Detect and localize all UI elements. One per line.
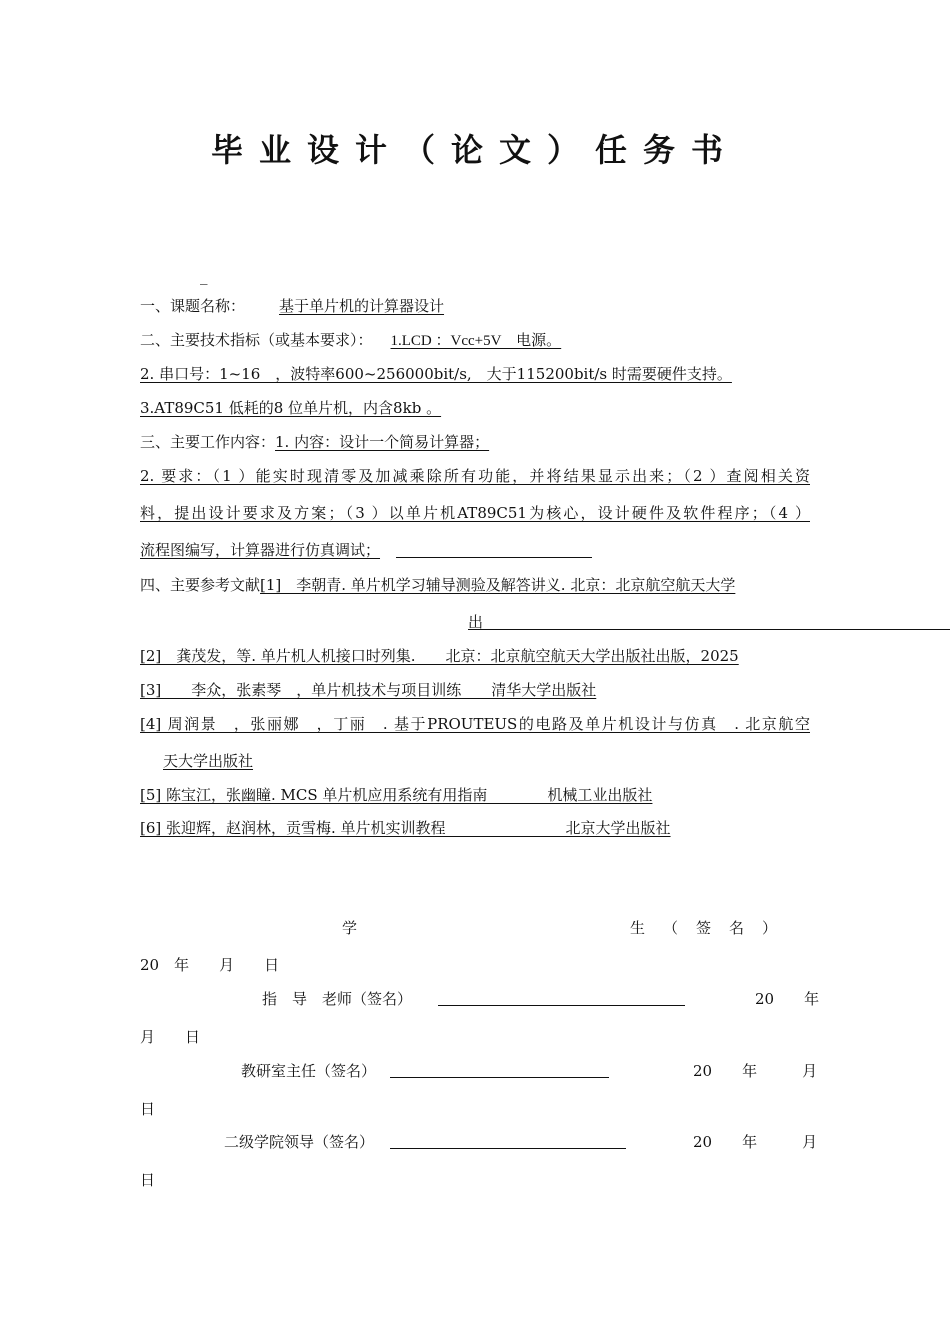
document-title: 毕业设计（论文）任务书 [210,131,739,169]
dean-sign-day: 日 [140,1171,156,1189]
ref-1-underline [468,629,950,630]
advisor-sign-date: 月 日 [140,1028,201,1046]
ref-label: 四、主要参考文献 [140,576,261,594]
dean-sign-year: 20 年 月 [693,1133,818,1151]
stray-mark: _ [200,267,208,285]
ref-1-line-2: 出 [468,613,484,631]
work-item-2-line-3: 流程图编写，计算器进行仿真调试； [140,541,381,559]
advisor-sign-year: 20 年 [755,990,820,1008]
ref-2: [2] 龚茂发，等. 单片机人机接口时列集. 北京：北京航空航天大学出版社出版，2025 [140,647,739,665]
student-sign-label: 生（签名） [630,919,796,937]
topic-label: 一、课题名称： [140,297,246,315]
ref-4-line-2: 天大学出版社 [163,752,254,770]
tech-line [140,330,567,351]
work-item-2-line-1: 2. 要求：（1 ）能实时现清零及加减乘除所有功能，并将结果显示出来；（2 ）查阅相关资 [140,467,810,485]
director-sign-day: 日 [140,1100,156,1118]
tech-label: 二、主要技术指标（或基本要求）： [140,331,373,349]
tech-item-2: 2. 串口号：1~16 ，波特率600~256000bit/s, 大于115200bit/s 时需要硬件支持。 [140,365,732,383]
topic-line [140,296,448,316]
dean-sign-line [390,1148,626,1149]
topic-value: 基于单片机的计算器设计 [279,297,445,315]
tech-item-1: 1.LCD ：Vcc+5V 电源。 [390,333,562,349]
director-sign-label: 教研室主任（签名） [241,1062,377,1080]
work-underline-fill [396,557,592,558]
ref-5: [5] 陈宝江，张幽瞳. MCS 单片机应用系统有用指南 机械工业出版社 [140,786,653,804]
work-line [140,432,493,452]
student-sign-xue: 学 [342,919,358,937]
ref-6: [6] 张迎辉，赵润林，贡雪梅. 单片机实训教程 北京大学出版社 [140,819,671,837]
advisor-sign-line [438,1005,685,1006]
director-sign-year: 20 年 月 [693,1062,818,1080]
tech-item-3: 3.AT89C51 低耗的8 位单片机，内含8kb 。 [140,399,442,417]
work-item-1: 1. 内容：设计一个简易计算器； [275,433,490,451]
student-sign-date: 20 年 月 日 [140,956,280,974]
director-sign-line [390,1077,609,1078]
work-label: 三、主要工作内容： [140,433,276,451]
advisor-sign-label: 指 导 老师（签名） [262,990,413,1008]
ref-4-line-1: [4] 周润景 ，张丽娜 ，丁丽 . 基于PROUTEUS的电路及单片机设计与仿真 . 北京航空 [140,715,810,733]
ref-3: [3] 李众，张素琴 ，单片机技术与项目训练 清华大学出版社 [140,681,597,699]
ref-1-line-1: [1] 李朝青. 单片机学习辅导测验及解答讲义. 北京：北京航空航天大学 [260,576,736,594]
ref-line-1 [140,575,810,595]
work-item-2-line-2: 料，提出设计要求及方案；（3 ）以单片机AT89C51为核心，设计硬件及软件程序；（4 ） [140,504,810,522]
dean-sign-label: 二级学院领导（签名） [224,1133,375,1151]
